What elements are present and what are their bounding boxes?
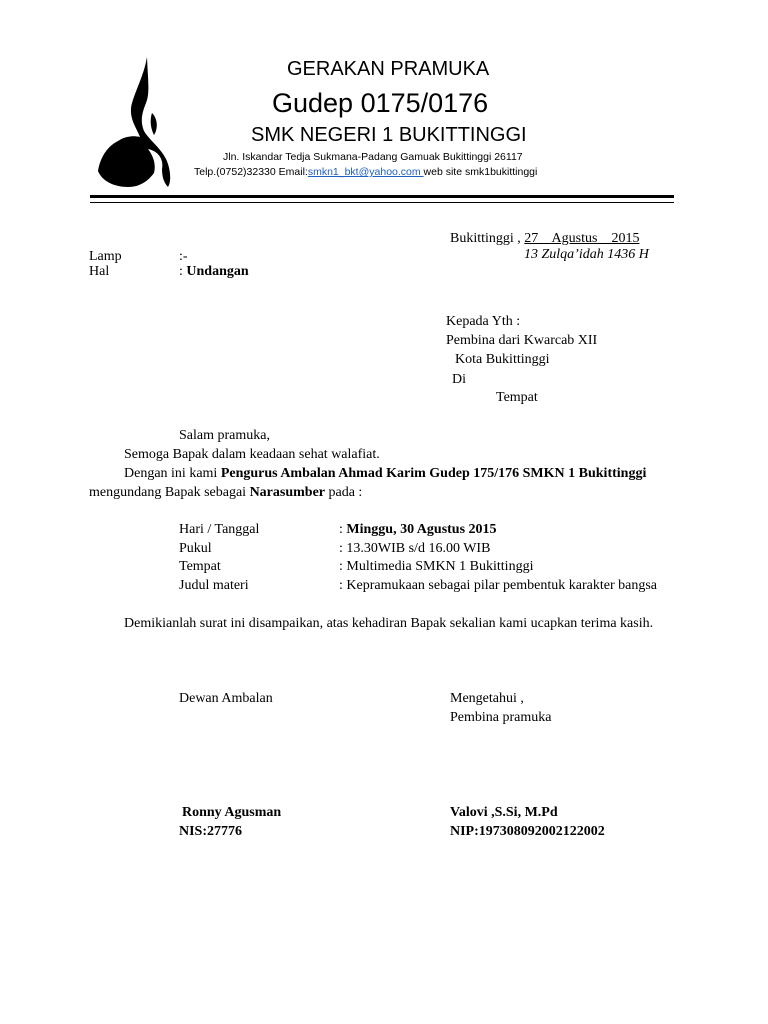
detail-value: : Multimedia SMKN 1 Bukittinggi: [339, 559, 534, 574]
hijri-date: 13 Zulqa’idah 1436 H: [524, 247, 649, 262]
signer-right-name: Valovi ,S.Si, M.Pd: [450, 805, 558, 820]
intro-text-c: mengundang Bapak sebagai: [89, 485, 247, 500]
recipient-line-4: Di: [452, 372, 466, 387]
intro-text-a: Dengan ini kami: [124, 466, 218, 481]
signer-right-title-2: Pembina pramuka: [450, 710, 552, 725]
recipient-line-2: Pembina dari Kwarcab XII: [446, 333, 598, 348]
letter-date: [450, 231, 641, 247]
detail-label: Pukul: [179, 541, 212, 556]
signer-right-id: NIP:197308092002122002: [450, 824, 605, 839]
school-address: Jln. Iskandar Tedja Sukmana-Padang Gamuak Bukittinggi 26117: [223, 151, 523, 163]
school-name: SMK NEGERI 1 BUKITTINGGI: [251, 124, 527, 146]
lamp-label: Lamp: [89, 249, 122, 264]
date-value: 27 Agustus 2015: [524, 231, 640, 246]
intro-text-e: pada :: [328, 485, 363, 500]
letterhead-divider-thin: [90, 202, 674, 203]
closing-line: Demikianlah surat ini disampaikan, atas kehadiran Bapak sekalian kami ucapkan terima kasih.: [124, 616, 654, 631]
detail-label: Tempat: [179, 559, 221, 574]
detail-label: Judul materi: [179, 578, 249, 593]
detail-value: : Kepramukaan sebagai pilar pembentuk karakter bangsa: [339, 578, 657, 593]
signer-left-name: Ronny Agusman: [182, 805, 282, 820]
detail-label: Hari / Tanggal: [179, 522, 260, 537]
intro-line-1: [124, 466, 646, 482]
detail-value: : Minggu, 30 Agustus 2015: [339, 522, 497, 537]
recipient-line-5: Tempat: [496, 390, 538, 405]
signer-left-id: NIS:27776: [179, 824, 243, 839]
recipient-line-3: Kota Bukittinggi: [455, 352, 550, 367]
intro-role: Narasumber: [249, 485, 325, 500]
email-link[interactable]: smkn1_bkt@yahoo.com: [307, 166, 424, 178]
letterhead-divider-thick: [90, 195, 674, 198]
hal-colon: :: [179, 264, 183, 279]
hal-label: Hal: [89, 264, 110, 279]
greeting: Salam pramuka,: [179, 428, 270, 443]
telp-email-label: Telp.(0752)32330 Email:: [194, 166, 308, 178]
signer-right-title-1: Mengetahui ,: [450, 691, 524, 706]
date-city: Bukittinggi ,: [450, 231, 521, 246]
hal-subject: Undangan: [186, 264, 249, 279]
recipient-line-1: Kepada Yth :: [446, 314, 521, 329]
website-text: web site smk1bukittinggi: [423, 166, 538, 178]
detail-value: : 13.30WIB s/d 16.00 WIB: [339, 541, 491, 556]
intro-line-2: [89, 485, 362, 501]
intro-organizer: Pengurus Ambalan Ahmad Karim Gudep 175/176 SMKN 1 Bukittinggi: [220, 466, 647, 481]
contact-line: [194, 166, 537, 178]
signer-left-title: Dewan Ambalan: [179, 691, 273, 706]
org-name: GERAKAN PRAMUKA: [287, 58, 490, 80]
gudep-title: Gudep 0175/0176: [272, 88, 489, 118]
hal-value: [179, 264, 249, 280]
wish-line: Semoga Bapak dalam keadaan sehat walafiat.: [124, 447, 380, 462]
lamp-value: :-: [179, 249, 188, 264]
tunas-kelapa-icon: [92, 55, 172, 195]
